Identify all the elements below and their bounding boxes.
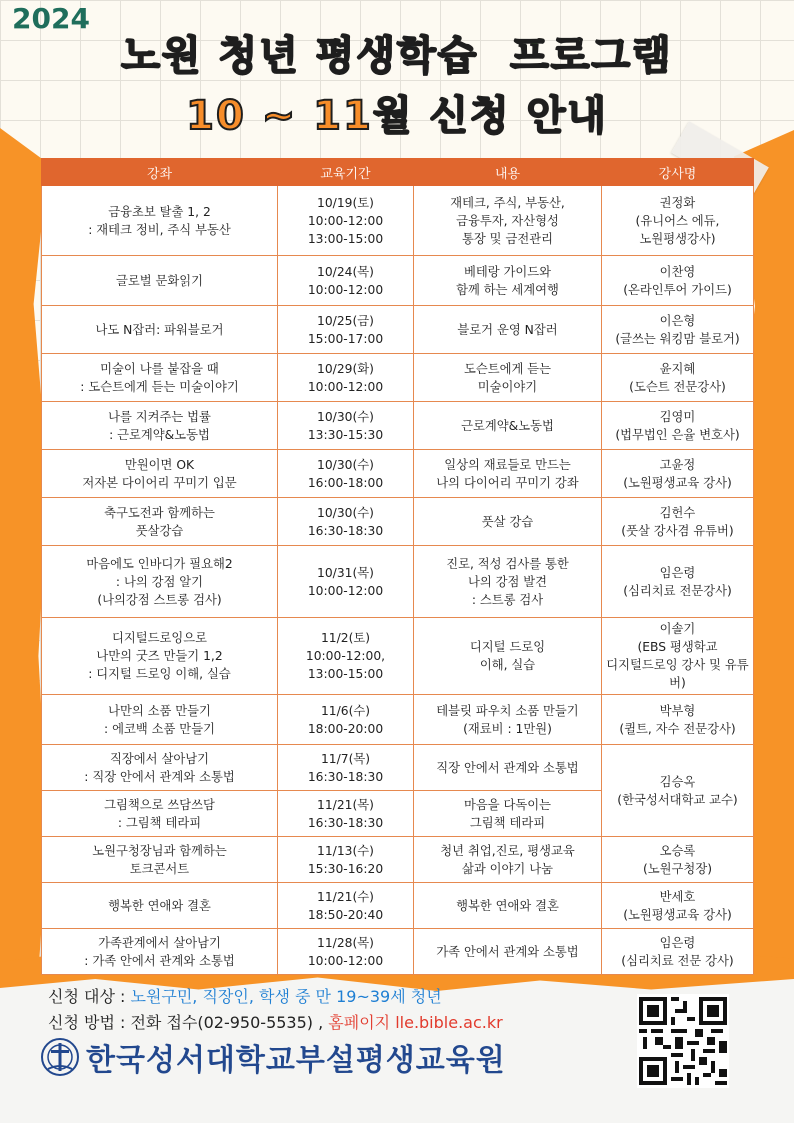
instructor-cell: 이솔기 (EBS 평생학교 디지털드로잉 강사 및 유튜버) — [602, 618, 754, 695]
period-cell: 10/29(화) 10:00-12:00 — [278, 354, 414, 402]
table-row — [42, 837, 754, 883]
content-cell: 행복한 연애와 결혼 — [414, 883, 602, 929]
table-row — [42, 306, 754, 354]
instructor-cell: 이은형 (글쓰는 워킹맘 블로거) — [602, 306, 754, 354]
period-cell: 10/25(금) 15:00-17:00 — [278, 306, 414, 354]
course-cell: 만원이면 OK 저자본 다이어리 꾸미기 입문 — [42, 450, 278, 498]
title-line-2: 10 ~ 11월 신청 안내 — [186, 93, 608, 139]
table-header-row — [42, 159, 754, 186]
content-cell: 디지털 드로잉 이해, 실습 — [414, 618, 602, 695]
apply-method — [48, 1010, 503, 1033]
instructor-cell: 김승옥 (한국성서대학교 교수) — [602, 745, 754, 837]
course-cell: 가족관계에서 살아남기 : 가족 안에서 관계와 소통법 — [42, 929, 278, 975]
course-cell: 나도 N잡러: 파워블로거 — [42, 306, 278, 354]
title-word-nowon: 노원 — [121, 33, 203, 79]
course-cell: 축구도전과 함께하는 풋살강습 — [42, 498, 278, 546]
course-cell: 디지털드로잉으로 나만의 굿즈 만들기 1,2 : 디지털 드로잉 이해, 실습 — [42, 618, 278, 695]
instructor-cell: 윤지혜 (도슨트 전문강사) — [602, 354, 754, 402]
period-cell: 11/13(수) 15:30-16:20 — [278, 837, 414, 883]
table-row — [42, 256, 754, 306]
period-cell: 11/21(목) 16:30-18:30 — [278, 791, 414, 837]
instructor-cell: 이찬영 (온라인투어 가이드) — [602, 256, 754, 306]
instructor-cell: 박부형 (퀼트, 자수 전문강사) — [602, 695, 754, 745]
period-cell: 10/31(목) 10:00-12:00 — [278, 546, 414, 618]
organization-logo-block — [40, 1035, 506, 1079]
period-cell: 11/6(수) 18:00-20:00 — [278, 695, 414, 745]
instructor-cell: 김영미 (법무법인 은율 변호사) — [602, 402, 754, 450]
course-cell: 행복한 연애와 결혼 — [42, 883, 278, 929]
header-course: 강좌 — [42, 159, 278, 186]
content-cell: 마음을 다독이는 그림책 테라피 — [414, 791, 602, 837]
organization-emblem-icon — [40, 1035, 80, 1079]
course-cell: 미술이 나를 붙잡을 때 : 도슨트에게 듣는 미술이야기 — [42, 354, 278, 402]
table-row — [42, 929, 754, 975]
content-cell: 풋살 강습 — [414, 498, 602, 546]
table-row — [42, 883, 754, 929]
title-line-1 — [0, 24, 794, 81]
course-cell: 노원구청장님과 함께하는 토크콘서트 — [42, 837, 278, 883]
course-cell: 글로벌 문화읽기 — [42, 256, 278, 306]
title-word-lifelong: 평생학습 — [315, 33, 479, 79]
content-cell: 근로계약&노동법 — [414, 402, 602, 450]
table-row — [42, 695, 754, 745]
period-cell: 10/24(목) 10:00-12:00 — [278, 256, 414, 306]
content-cell: 직장 안에서 관계와 소통법 — [414, 745, 602, 791]
year-label: 2024 — [12, 2, 90, 35]
content-cell: 재테크, 주식, 부동산, 금융투자, 자산형성 통장 및 금전관리 — [414, 186, 602, 256]
instructor-cell: 권정화 (유니어스 에듀, 노원평생강사) — [602, 186, 754, 256]
organization-name: 한국성서대학교부설평생교육원 — [86, 1043, 506, 1078]
course-cell: 금융초보 탈출 1, 2 : 재테크 정비, 주식 부동산 — [42, 186, 278, 256]
content-cell: 블로거 운영 N잡러 — [414, 306, 602, 354]
table-row — [42, 618, 754, 695]
apply-target-label: 신청 대상 : — [48, 987, 131, 1006]
qr-code-icon — [639, 996, 727, 1086]
content-cell: 청년 취업,진로, 평생교육 삶과 이야기 나눔 — [414, 837, 602, 883]
table-row — [42, 745, 754, 791]
apply-target-value: 노원구민, 직장인, 학생 중 만 19~39세 청년 — [130, 987, 442, 1006]
period-cell: 10/30(수) 16:30-18:30 — [278, 498, 414, 546]
header-content: 내용 — [414, 159, 602, 186]
content-cell: 도슨트에게 듣는 미술이야기 — [414, 354, 602, 402]
course-cell: 직장에서 살아남기 : 직장 안에서 관계와 소통법 — [42, 745, 278, 791]
period-cell: 10/30(수) 13:30-15:30 — [278, 402, 414, 450]
header-instructor: 강사명 — [602, 159, 754, 186]
table-row — [42, 450, 754, 498]
period-cell: 11/2(토) 10:00-12:00, 13:00-15:00 — [278, 618, 414, 695]
content-cell: 진로, 적성 검사를 통한 나의 강점 발견 : 스트롱 검사 — [414, 546, 602, 618]
period-cell: 11/28(목) 10:00-12:00 — [278, 929, 414, 975]
period-cell: 10/30(수) 16:00-18:00 — [278, 450, 414, 498]
content-cell: 테블릿 파우치 소품 만들기 (재료비 : 1만원) — [414, 695, 602, 745]
period-cell: 11/7(목) 16:30-18:30 — [278, 745, 414, 791]
table-row — [42, 546, 754, 618]
table-row — [42, 186, 754, 256]
course-cell: 나만의 소품 만들기 : 에코백 소품 만들기 — [42, 695, 278, 745]
course-cell: 마음에도 인바디가 필요해2 : 나의 강점 알기 (나의강점 스트롱 검사) — [42, 546, 278, 618]
title-word-youth: 청년 — [218, 33, 300, 79]
instructor-cell: 김헌수 (풋살 강사겸 유튜버) — [602, 498, 754, 546]
qr-code[interactable] — [637, 994, 729, 1088]
content-cell: 가족 안에서 관계와 소통법 — [414, 929, 602, 975]
apply-target — [48, 984, 442, 1007]
instructor-cell: 반세호 (노원평생교육 강사) — [602, 883, 754, 929]
title-word-program: 프로그램 — [510, 33, 673, 79]
homepage-link[interactable]: 홈페이지 lle.bible.ac.kr — [328, 1013, 503, 1032]
course-cell: 그림책으로 쓰담쓰담 : 그림책 테라피 — [42, 791, 278, 837]
program-table — [41, 158, 754, 975]
table-row — [42, 354, 754, 402]
course-cell: 나를 지켜주는 법률 : 근로계약&노동법 — [42, 402, 278, 450]
period-cell: 11/21(수) 18:50-20:40 — [278, 883, 414, 929]
instructor-cell: 고윤정 (노원평생교육 강사) — [602, 450, 754, 498]
apply-method-label: 신청 방법 : 전화 접수(02-950-5535) , — [48, 1013, 329, 1032]
table-row — [42, 402, 754, 450]
period-cell: 10/19(토) 10:00-12:00 13:00-15:00 — [278, 186, 414, 256]
content-cell: 일상의 재료들로 만드는 나의 다이어리 꾸미기 강좌 — [414, 450, 602, 498]
instructor-cell: 오승록 (노원구청장) — [602, 837, 754, 883]
table-row — [42, 498, 754, 546]
instructor-cell: 임은령 (심리치료 전문강사) — [602, 546, 754, 618]
header-period: 교육기간 — [278, 159, 414, 186]
instructor-cell: 임은령 (심리치료 전문 강사) — [602, 929, 754, 975]
content-cell: 베테랑 가이드와 함께 하는 세계여행 — [414, 256, 602, 306]
